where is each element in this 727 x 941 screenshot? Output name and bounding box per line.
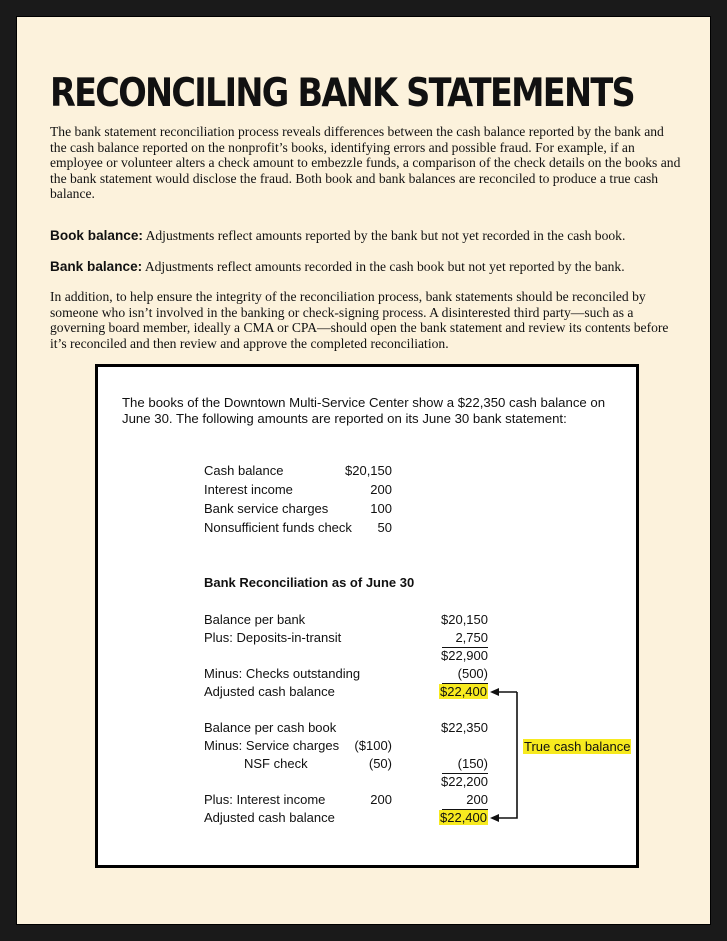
- page: [16, 16, 711, 925]
- statement-value: 50: [377, 520, 392, 535]
- bank-row-value: 2,750: [455, 630, 488, 645]
- example-lead: The books of the Downtown Multi-Service Center show a $22,350 cash balance on June 30. The following amounts are reported on its June 30 bank statement:: [122, 395, 606, 426]
- true-cash-balance-label: [523, 739, 631, 755]
- bank-row-label: Adjusted cash balance: [204, 684, 335, 699]
- bank-balance-label: Bank balance:: [50, 259, 143, 274]
- book-row-mid: (50): [368, 756, 392, 771]
- bank-row-label: Minus: Checks outstanding: [204, 666, 361, 681]
- statement-value: $20,150: [345, 463, 392, 478]
- book-balance-label: Book balance:: [50, 228, 143, 243]
- bank-row-label: Plus: Deposits-in-transit: [204, 630, 342, 645]
- statement-label: Bank service charges: [204, 501, 329, 516]
- bank-row-value: $22,900: [441, 648, 488, 663]
- book-balance-paragraph: [50, 228, 682, 244]
- book-adjusted-highlight: $22,400: [440, 810, 487, 825]
- book-row-mid: 200: [370, 792, 392, 807]
- intro-paragraph: The bank statement reconciliation process reveals differences between the cash balance reported by the bank and the cash balance reported on the nonprofit’s books, identifying errors and possible fraud. For example, if an employee or volunteer alters a check amount to embezzle funds, a comparison of the check details on the books and the bank statement would disclose the fraud. Both book and bank balances are reconciled to produce a true cash balance.: [50, 124, 681, 202]
- statement-value: 100: [370, 501, 392, 516]
- bank-row-label: Balance per bank: [204, 612, 306, 627]
- book-row-value: (150): [457, 756, 488, 771]
- bank-adjusted-highlight: $22,400: [440, 684, 487, 699]
- book-balance-text: Adjustments reflect amounts reported by the bank but not yet recorded in the cash book.: [142, 228, 626, 243]
- reconciliation-title: Bank Reconciliation as of June 30: [204, 575, 415, 590]
- statement-label: Interest income: [204, 482, 293, 497]
- book-row-label: Balance per cash book: [204, 720, 337, 735]
- bank-balance-text: Adjustments reflect amounts recorded in the cash book but not yet reported by the bank.: [142, 259, 625, 274]
- book-row-value: $22,350: [441, 720, 488, 735]
- bracket-arrow-icon: [98, 367, 636, 865]
- page-title: RECONCILING BANK STATEMENTS: [50, 71, 634, 116]
- book-row-value: 200: [466, 792, 488, 807]
- book-row-label: Plus: Interest income: [204, 792, 326, 807]
- book-row-label: Minus: Service charges: [204, 738, 340, 753]
- book-row-value: $22,200: [441, 774, 488, 789]
- bank-row-value: $20,150: [441, 612, 488, 627]
- example-box: [95, 364, 639, 868]
- book-row-label: NSF check: [244, 756, 308, 771]
- statement-label: Cash balance: [204, 463, 284, 478]
- book-row-label: Adjusted cash balance: [204, 810, 335, 825]
- bank-balance-paragraph: [50, 259, 682, 275]
- book-row-mid: ($100): [354, 738, 392, 753]
- bank-row-value: (500): [457, 666, 488, 681]
- statement-value: 200: [370, 482, 392, 497]
- statement-label: Nonsufficient funds check: [204, 520, 352, 535]
- addition-paragraph: In addition, to help ensure the integrity of the reconciliation process, bank statements should be reconciled by someone who isn’t involved in the banking or check-signing process. A disinterested third party—such as a governing board member, ideally a CMA or CPA—should open the bank statement and review its contents before it’s reconciled and then review and approve the completed reconciliation.: [50, 289, 669, 351]
- true-cash-balance-highlight: True cash balance: [524, 739, 631, 754]
